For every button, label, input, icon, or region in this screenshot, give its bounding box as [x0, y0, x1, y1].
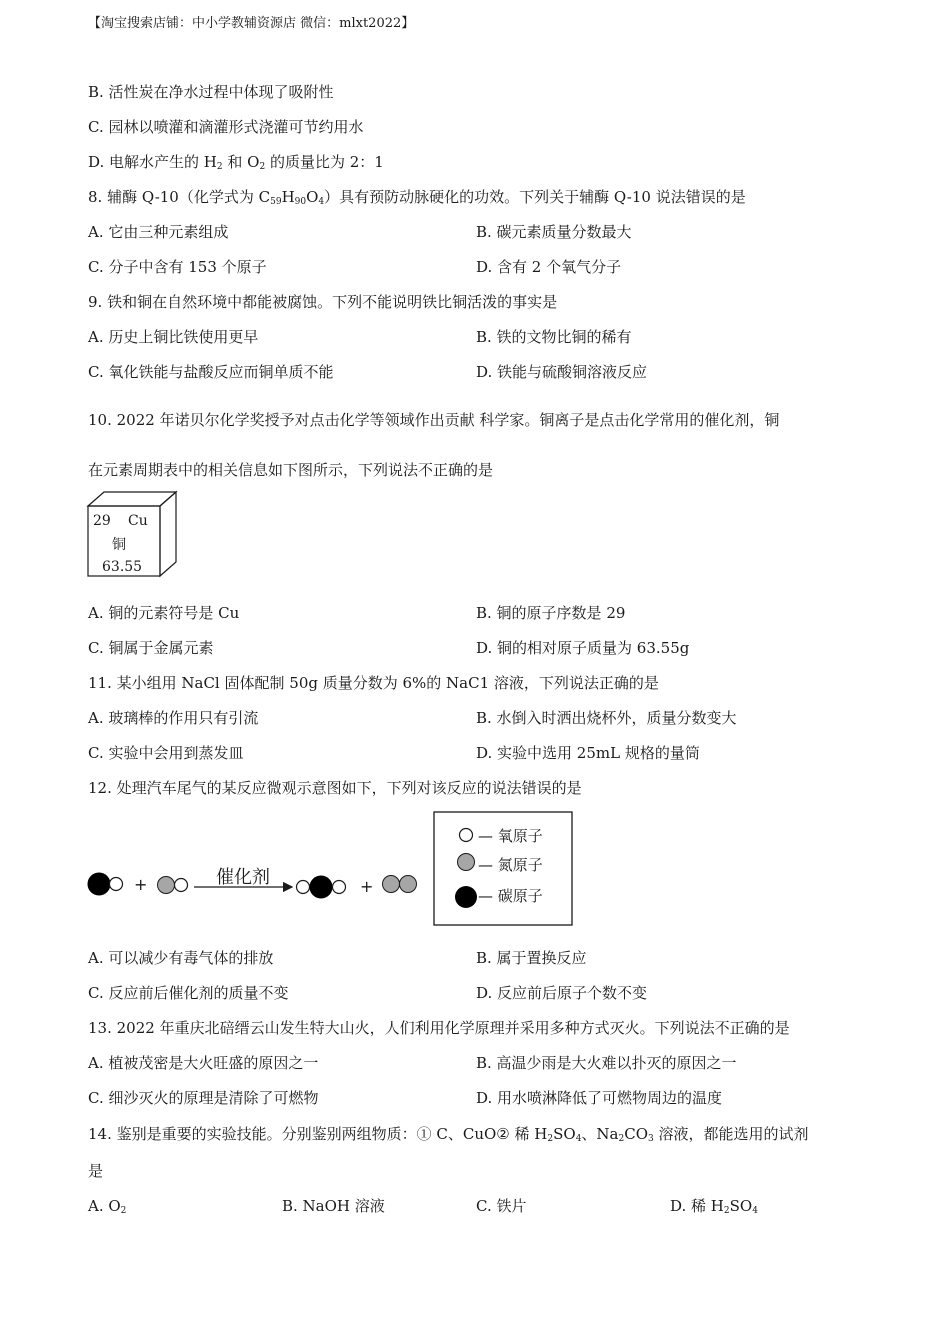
q11-option-a: A. 玻璃棒的作用只有引流 — [88, 709, 259, 727]
q7-option-d: D. 电解水产生的 $H_2$ 和 $O_2$ 的质量比为 2：1 — [88, 153, 384, 172]
plus-sign-1: + — [134, 875, 148, 894]
q7-option-c: C. 园林以喷灌和滴灌形式浇灌可节约用水 — [88, 118, 364, 136]
nitrogen-atom — [383, 876, 400, 893]
source-header: 【淘宝搜索店铺：中小学教辅资源店 微信：mlxt2022】 — [88, 16, 415, 31]
legend-carbon-label: — 碳原子 — [478, 887, 543, 905]
q14-stem-line2: 是 — [88, 1162, 104, 1180]
q9-option-b: B. 铁的文物比铜的稀有 — [476, 328, 632, 346]
q12-option-b: B. 属于置换反应 — [476, 949, 587, 967]
n2-molecule-product — [383, 876, 417, 893]
carbon-atom — [88, 873, 110, 895]
q12-option-d: D. 反应前后原子个数不变 — [476, 984, 648, 1002]
q9-option-c: C. 氧化铁能与盐酸反应而铜单质不能 — [88, 363, 334, 381]
oxygen-atom — [333, 881, 346, 894]
nitrogen-atom — [158, 877, 175, 894]
q11-stem: 11. 某小组用 NaCl 固体配制 50g 质量分数为 6%的 NaC1 溶液，下列说法正确的是 — [88, 674, 659, 692]
q9-option-a: A. 历史上铜比铁使用更早 — [88, 328, 259, 346]
q8-stem: 8. 辅酶 Q-10（化学式为 $C_{59}H_{90}O_4$）具有预防动脉硬化的功效。下列关于辅酶 Q-10 说法错误的是 — [88, 188, 746, 207]
q13-stem: 13. 2022 年重庆北碚缙云山发生特大山火，人们利用化学原理并采用多种方式灭火。下列说法不正确的是 — [88, 1019, 790, 1037]
q13-option-c: C. 细沙灭火的原理是清除了可燃物 — [88, 1089, 319, 1107]
q10-stem-line2: 在元素周期表中的相关信息如下图所示，下列说法不正确的是 — [88, 461, 494, 479]
q10-option-d: D. 铜的相对原子质量为 63.55g — [476, 639, 690, 657]
q13-option-a: A. 植被茂密是大火旺盛的原因之一 — [88, 1054, 319, 1072]
q8-option-c: C. 分子中含有 153 个原子 — [88, 258, 267, 276]
q9-stem: 9. 铁和铜在自然环境中都能被腐蚀。下列不能说明铁比铜活泼的事实是 — [88, 293, 558, 311]
legend-oxygen-icon — [460, 829, 473, 842]
carbon-atom — [310, 876, 332, 898]
q14-option-b: B. NaOH 溶液 — [282, 1197, 385, 1215]
q10-option-c: C. 铜属于金属元素 — [88, 639, 214, 657]
q10-option-a: A. 铜的元素符号是 Cu — [88, 604, 240, 622]
q11-option-d: D. 实验中选用 25mL 规格的量筒 — [476, 744, 700, 762]
plus-sign-2: + — [360, 877, 374, 896]
q13-option-b: B. 高温少雨是大火难以扑灭的原因之一 — [476, 1054, 737, 1072]
element-symbol: Cu — [128, 513, 148, 529]
legend-nitrogen-icon — [458, 854, 475, 871]
q14-option-d: D. 稀 $H_2SO_4$ — [670, 1197, 758, 1216]
no-molecule-reactant — [158, 877, 188, 894]
element-cell-figure — [86, 490, 180, 580]
q14-option-a: A. $O_2$ — [88, 1197, 127, 1216]
oxygen-atom — [297, 881, 310, 894]
q14-stem-line1: 14. 鉴别是重要的实验技能。分别鉴别两组物质：① C、CuO② 稀 $H_2SO_4$、$Na_2CO_3$ 溶液，都能选用的试剂 — [88, 1125, 809, 1144]
q8-option-b: B. 碳元素质量分数最大 — [476, 223, 632, 241]
oxygen-atom — [175, 879, 188, 892]
nitrogen-atom — [400, 876, 417, 893]
q8-option-d: D. 含有 2 个氧气分子 — [476, 258, 622, 276]
q11-option-c: C. 实验中会用到蒸发皿 — [88, 744, 244, 762]
q8-option-a: A. 它由三种元素组成 — [88, 223, 229, 241]
q10-option-b: B. 铜的原子序数是 29 — [476, 604, 626, 622]
catalyst-label: 催化剂 — [216, 867, 270, 888]
q12-stem: 12. 处理汽车尾气的某反应微观示意图如下，下列对该反应的说法错误的是 — [88, 779, 582, 797]
legend-nitrogen-label: — 氮原子 — [478, 856, 543, 874]
element-atomic-mass: 63.55 — [102, 559, 143, 575]
q14-option-c: C. 铁片 — [476, 1197, 527, 1215]
reaction-diagram — [80, 808, 580, 933]
co2-molecule-product — [297, 876, 346, 898]
q13-option-d: D. 用水喷淋降低了可燃物周边的温度 — [476, 1089, 723, 1107]
oxygen-atom — [110, 878, 123, 891]
q10-stem-line1: 10. 2022 年诺贝尔化学奖授予对点击化学等领域作出贡献 科学家。铜离子是点击化学常用的催化剂，铜 — [88, 411, 780, 429]
element-name: 铜 — [112, 537, 126, 553]
q9-option-d: D. 铁能与硫酸铜溶液反应 — [476, 363, 648, 381]
atom-legend — [434, 812, 572, 925]
co-molecule-reactant — [88, 873, 123, 895]
legend-carbon-icon — [455, 886, 477, 908]
q12-option-c: C. 反应前后催化剂的质量不变 — [88, 984, 289, 1002]
q7-option-b: B. 活性炭在净水过程中体现了吸附性 — [88, 83, 334, 101]
q12-option-a: A. 可以减少有毒气体的排放 — [88, 949, 274, 967]
q11-option-b: B. 水倒入时洒出烧杯外，质量分数变大 — [476, 709, 737, 727]
legend-oxygen-label: — 氧原子 — [478, 827, 543, 845]
element-atomic-number: 29 — [93, 513, 111, 529]
